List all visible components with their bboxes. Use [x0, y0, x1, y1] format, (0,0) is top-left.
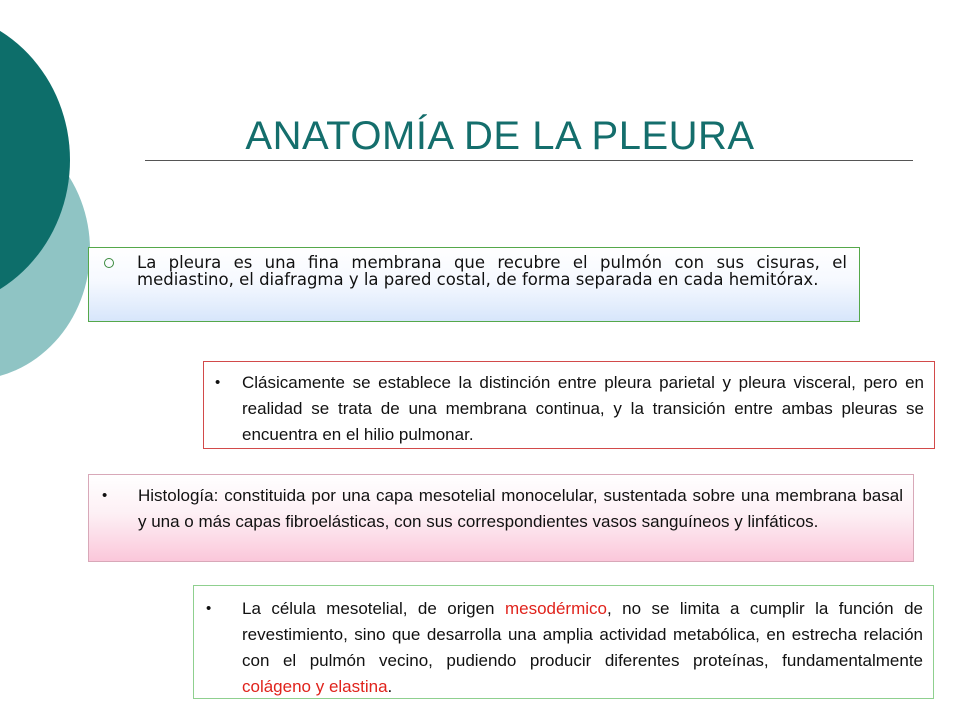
- bullet-icon: •: [102, 487, 108, 504]
- ring-bullet-icon: [104, 258, 114, 268]
- title-underline: [145, 160, 913, 161]
- distinction-box: [203, 361, 935, 449]
- highlight-colageno-elastina: colágeno y elastina: [242, 677, 388, 696]
- intro-text: La pleura es una fina membrana que recubre el pulmón con sus cisuras, el mediastino, el diafragma y la pared costal, de forma separada en cada hemitórax.: [137, 253, 847, 289]
- bullet-icon: •: [215, 374, 221, 391]
- distinction-text: Clásicamente se establece la distinción entre pleura parietal y pleura visceral, pero en realidad se trata de una membrana continua, y la transición entre ambas pleuras se encuentra en el hilio pulmonar.: [242, 373, 924, 444]
- histology-text: Histología: constituida por una capa mesotelial monocelular, sustentada sobre una membrana basal y una o más capas fibroelásticas, con sus correspondientes vasos sanguíneos y linfáticos.: [138, 486, 903, 531]
- intro-box: [88, 247, 860, 322]
- bullet-icon: •: [206, 600, 212, 617]
- mesothelial-text-part1: La célula mesotelial, de origen: [242, 599, 505, 618]
- slide-title: ANATOMÍA DE LA PLEURA: [245, 114, 755, 158]
- mesothelial-box: [193, 585, 934, 699]
- mesothelial-text-part3: .: [387, 677, 393, 696]
- highlight-mesodermico: mesodérmico: [504, 599, 607, 618]
- mesothelial-text: [242, 599, 923, 696]
- histology-box: [88, 474, 914, 562]
- mesothelial-text-part2: , no se limita a cumplir la función de revestimiento, sino que desarrolla una amplia actividad metabólica, en estrecha relación con el pulmón vecino, pudiendo producir diferentes proteínas, fundamentalmente: [242, 599, 923, 670]
